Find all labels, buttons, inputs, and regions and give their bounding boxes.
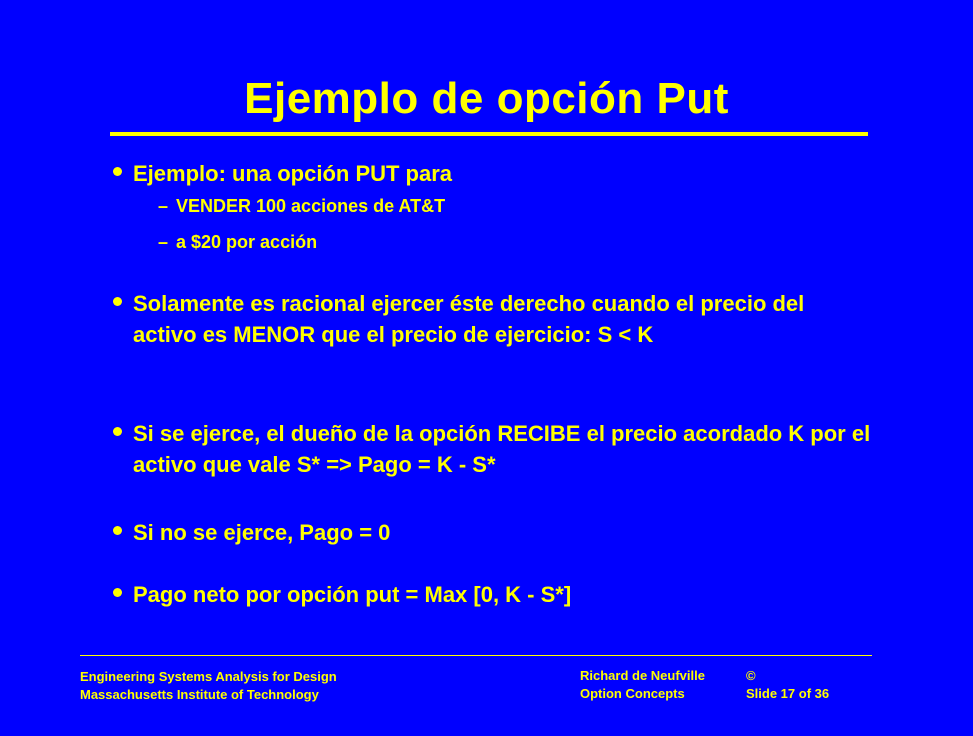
bullet-text: Pago neto por opción put = Max [0, K - S*] bbox=[133, 582, 572, 607]
sub-bullet-item bbox=[158, 229, 317, 255]
bullet-dot-icon bbox=[113, 297, 122, 306]
bullet-text: Si no se ejerce, Pago = 0 bbox=[133, 520, 391, 545]
sub-bullet-text: a $20 por acción bbox=[176, 232, 318, 252]
copyright-icon: © bbox=[746, 668, 756, 683]
bullet-dot-icon bbox=[113, 427, 122, 436]
sub-bullet-item bbox=[158, 193, 445, 219]
sub-bullet-dash: – bbox=[158, 196, 169, 216]
footer-institution: Massachusetts Institute of Technology bbox=[80, 687, 319, 702]
title-underline bbox=[110, 132, 868, 136]
bullet-item bbox=[113, 288, 873, 350]
footer-section: Option Concepts bbox=[580, 686, 685, 701]
sub-bullet-dash: – bbox=[158, 232, 169, 252]
bullet-text: Si se ejerce, el dueño de la opción RECIBE el precio acordado K por el activo que vale S* => Pago = K - S* bbox=[133, 421, 871, 477]
bullet-text: Solamente es racional ejercer éste derecho cuando el precio del activo es MENOR que el precio de ejercicio: S < K bbox=[133, 291, 805, 347]
bullet-item bbox=[113, 517, 873, 548]
bullet-item bbox=[113, 579, 873, 610]
bullet-text: Ejemplo: una opción PUT para bbox=[133, 161, 453, 186]
bullet-dot-icon bbox=[113, 588, 122, 597]
bullet-dot-icon bbox=[113, 167, 122, 176]
footer-course: Engineering Systems Analysis for Design bbox=[80, 669, 337, 684]
bullet-dot-icon bbox=[113, 526, 122, 535]
bullet-item bbox=[113, 418, 873, 480]
footer-slide-number: Slide 17 of 36 bbox=[746, 686, 830, 701]
footer-divider bbox=[80, 655, 872, 656]
sub-bullet-text: VENDER 100 acciones de AT&T bbox=[176, 196, 446, 216]
slide-title: Ejemplo de opción Put bbox=[244, 74, 729, 123]
footer-author: Richard de Neufville bbox=[580, 668, 705, 683]
bullet-item bbox=[113, 158, 873, 189]
